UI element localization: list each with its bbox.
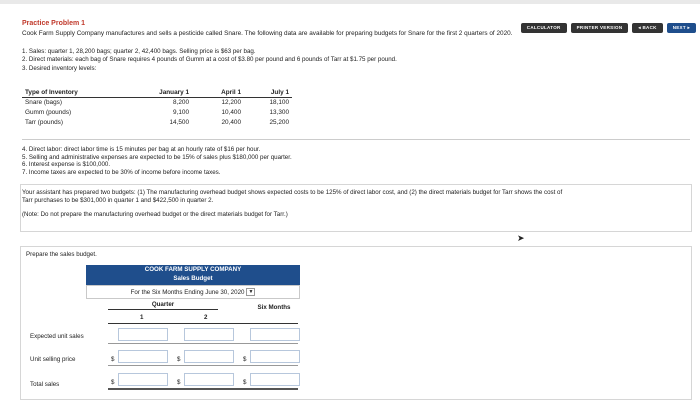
- list-item: 3. Desired inventory levels:: [22, 64, 97, 72]
- six-months-header: Six Months: [257, 304, 291, 311]
- top-bar: [0, 0, 700, 4]
- cell: Gumm (pounds): [25, 109, 72, 116]
- header-july: July 1: [244, 88, 292, 98]
- budget-header: [86, 265, 300, 285]
- quarter-2-header: 2: [204, 314, 208, 321]
- row-label-expected-unit-sales: Expected unit sales: [30, 333, 84, 340]
- problem-list-2: [22, 146, 292, 176]
- header-type: Type of Inventory: [22, 88, 140, 98]
- total-sales-q1-input[interactable]: [118, 373, 168, 386]
- problem-list-1: [22, 48, 397, 73]
- list-item: 5. Selling and administrative expenses are expected to be 15% of sales plus $180,000 per quarter.: [22, 153, 292, 161]
- problem-title: Practice Problem 1: [22, 20, 86, 27]
- company-name: COOK FARM SUPPLY COMPANY: [144, 266, 242, 273]
- quarter-1-header: 1: [140, 314, 144, 321]
- problem-intro: Cook Farm Supply Company manufactures and sells a pesticide called Snare. The following data are available for preparing budgets for Snare for the first 2 quarters of 2020.: [22, 30, 513, 37]
- header-underline: [108, 323, 298, 324]
- expected-unit-sales-q1-input[interactable]: [118, 328, 168, 341]
- calculator-button[interactable]: CALCULATOR: [521, 23, 567, 33]
- cell: 12,200: [221, 99, 241, 107]
- list-item: 2. Direct materials: each bag of Snare requires 4 pounds of Gumm at a cost of $3.80 per pound and 6 pounds of Tarr at $1.75 per pound.: [22, 56, 397, 64]
- unit-selling-price-q1-input[interactable]: [118, 350, 168, 363]
- assistant-text: [22, 189, 690, 205]
- cell: 10,400: [221, 109, 241, 116]
- list-item: 4. Direct labor: direct labor time is 15 minutes per bag at an hourly rate of $16 per hour.: [22, 146, 261, 153]
- expected-unit-sales-six-months-input[interactable]: [250, 328, 300, 341]
- next-button[interactable]: NEXT ▸: [667, 23, 696, 33]
- inventory-table: [22, 88, 292, 128]
- cell: 25,200: [269, 119, 289, 126]
- list-item: 6. Interest expense is $100,000.: [22, 161, 111, 169]
- budget-prompt: Prepare the sales budget.: [26, 251, 97, 258]
- table-row: [22, 108, 292, 118]
- cell: 14,500: [169, 119, 189, 126]
- row-label-unit-selling-price: Unit selling price: [30, 356, 76, 363]
- cell: 9,100: [173, 109, 189, 116]
- total-sales-six-months-input[interactable]: [250, 373, 300, 386]
- cell: Snare (bags): [25, 99, 62, 107]
- cell: 13,300: [269, 109, 289, 116]
- divider: [22, 139, 690, 140]
- row-label-total-sales: Total sales: [30, 381, 60, 388]
- unit-selling-price-q2-input[interactable]: [184, 350, 234, 363]
- cell: 20,400: [221, 119, 241, 126]
- dollar-sign: $: [177, 356, 181, 363]
- dollar-sign: $: [177, 379, 181, 386]
- list-item: 1. Sales: quarter 1, 28,200 bags; quarter 2, 42,400 bags. Selling price is $63 per bag.: [22, 48, 256, 55]
- assistant-line-2: Tarr purchases to be $301,000 in quarter 1 and $422,500 in quarter 2.: [22, 197, 214, 205]
- cell: 8,200: [173, 99, 189, 107]
- quarter-header: Quarter: [108, 301, 218, 310]
- budget-name: Sales Budget: [173, 274, 213, 282]
- dollar-sign: $: [243, 379, 247, 386]
- period-select[interactable]: [86, 285, 300, 299]
- back-button[interactable]: ◂ BACK: [632, 23, 662, 33]
- total-sales-q2-input[interactable]: [184, 373, 234, 386]
- dollar-sign: $: [243, 356, 247, 363]
- expected-unit-sales-q2-input[interactable]: [184, 328, 234, 341]
- cell: 18,100: [269, 99, 289, 107]
- mouse-cursor-icon: ➤: [517, 233, 525, 243]
- table-header-row: [22, 88, 292, 98]
- assistant-line-1: Your assistant has prepared two budgets: (1) The manufacturing overhead budget shows expected costs to be 125% of direct labor cost, and (2) the direct materials budget for Tarr shows the cost of: [22, 189, 563, 196]
- total-double-underline: [108, 388, 298, 390]
- note-text: (Note: Do not prepare the manufacturing overhead budget or the direct materials budget for Tarr.): [22, 211, 288, 218]
- dollar-sign: $: [111, 379, 115, 386]
- dollar-sign: $: [111, 356, 115, 363]
- unit-selling-price-six-months-input[interactable]: [250, 350, 300, 363]
- header-january: January 1: [140, 88, 192, 98]
- list-item: 7. Income taxes are expected to be 30% of income before income taxes.: [22, 168, 221, 176]
- chevron-down-icon: ▼: [248, 289, 254, 295]
- nav-buttons: [521, 23, 696, 33]
- period-value: For the Six Months Ending June 30, 2020: [130, 288, 245, 296]
- printer-version-button[interactable]: PRINTER VERSION: [571, 23, 629, 33]
- table-row: [22, 98, 292, 108]
- header-april: April 1: [192, 88, 244, 98]
- row-divider: [108, 365, 298, 366]
- cell: Tarr (pounds): [25, 119, 64, 126]
- row-divider: [108, 343, 298, 344]
- table-row: [22, 118, 292, 128]
